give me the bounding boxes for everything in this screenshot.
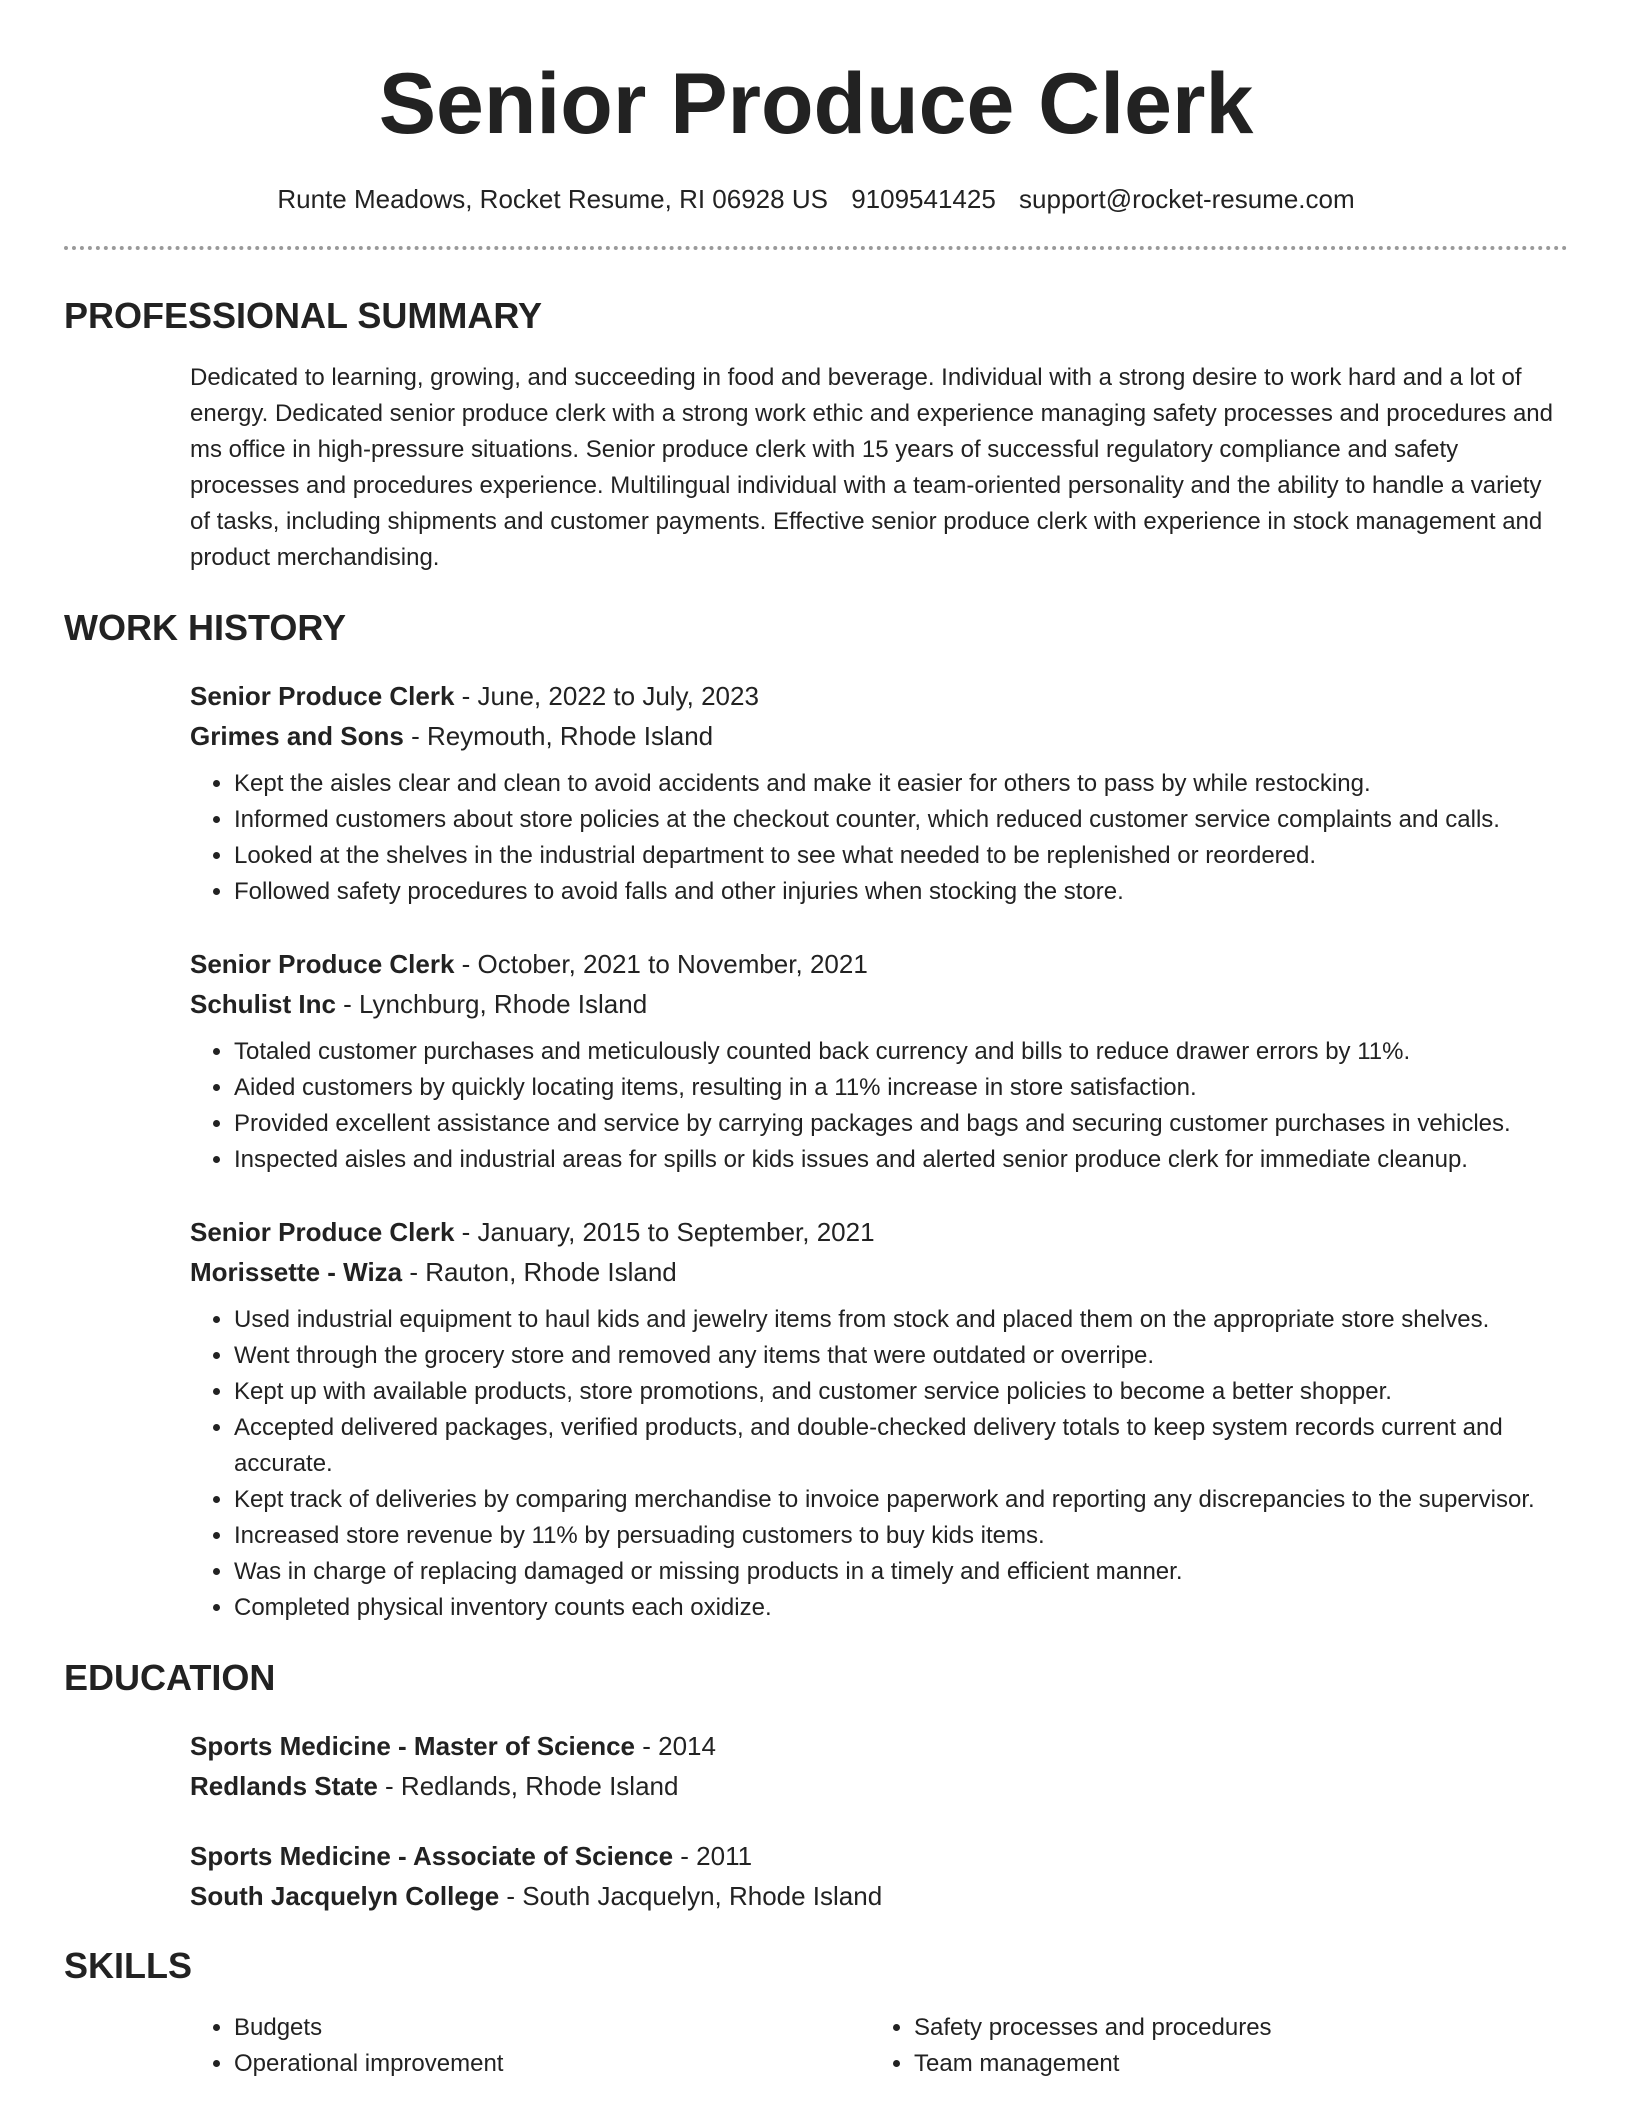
job-company: Grimes and Sons (190, 721, 404, 751)
job-company-line (190, 984, 1568, 1024)
school-location: - Redlands, Rhode Island (377, 1771, 679, 1801)
degree-year: - 2014 (635, 1731, 716, 1761)
school-line (190, 1876, 1568, 1916)
degree-line (190, 1836, 1568, 1876)
job-bullet: • Increased store revenue by 11% by persuading customers to buy kids items. (234, 1518, 1568, 1554)
skill-item: • Operational improvement (234, 2046, 870, 2082)
job-location: - Reymouth, Rhode Island (403, 721, 714, 751)
job-bullets (190, 1302, 1568, 1626)
degree: Sports Medicine - Associate of Science (190, 1841, 674, 1871)
degree-year: - 2011 (673, 1841, 753, 1871)
job-company-line (190, 716, 1568, 756)
job-bullet: • Provided excellent assistance and service by carrying packages and bags and securing customer purchases in vehicles. (234, 1106, 1568, 1142)
job-bullet: • Used industrial equipment to haul kids and jewelry items from stock and placed them on the appropriate store shelves. (234, 1302, 1568, 1338)
job-entry (190, 676, 1568, 910)
job-bullet: • Kept track of deliveries by comparing merchandise to invoice paperwork and reporting any discrepancies to the supervisor. (234, 1482, 1568, 1518)
job-bullet: • Aided customers by quickly locating items, resulting in a 11% increase in store satisfaction. (234, 1070, 1568, 1106)
job-location: - Lynchburg, Rhode Island (335, 989, 648, 1019)
job-entry (190, 1212, 1568, 1626)
job-bullet: • Accepted delivered packages, verified products, and double-checked delivery totals to keep system records current and accurate. (234, 1410, 1568, 1482)
education-list (190, 1726, 1568, 1916)
skills-column-right (870, 2010, 1550, 2082)
skill-item: • Team management (914, 2046, 1550, 2082)
work-history-list (190, 676, 1568, 1626)
skill-item: • Safety processes and procedures (914, 2010, 1550, 2046)
summary-text: Dedicated to learning, growing, and succeeding in food and beverage. Individual with a strong desire to work hard and a lot of energy. Dedicated senior produce clerk with a strong work ethic and experience managing safety processes and procedures and ms office in high-pressure situations. Senior produce clerk with 15 years of successful regulatory compliance and safety processes and procedures experience. Multilingual individual with a team-oriented personality and the ability to handle a variety of tasks, including shipments and customer payments. Effective senior produce clerk with experience in stock management and product merchandising. (190, 364, 1553, 571)
school-location: - South Jacquelyn, Rhode Island (499, 1881, 883, 1911)
job-bullet: • Informed customers about store policies at the checkout counter, which reduced customer service complaints and calls. (234, 802, 1568, 838)
job-title-line (190, 944, 1568, 984)
job-bullets (190, 766, 1568, 910)
contact-phone: 9109541425 (851, 184, 996, 214)
education-heading: EDUCATION (64, 1657, 276, 1698)
job-title: Senior Produce Clerk (190, 1217, 455, 1247)
job-company-line (190, 1252, 1568, 1292)
job-dates: - January, 2015 to September, 2021 (454, 1217, 875, 1247)
work-history-heading: WORK HISTORY (64, 607, 347, 648)
job-bullet: • Was in charge of replacing damaged or missing products in a timely and efficient manner. (234, 1554, 1568, 1590)
school: South Jacquelyn College (190, 1881, 500, 1911)
job-bullet: • Looked at the shelves in the industrial department to see what needed to be replenished or reordered. (234, 838, 1568, 874)
job-company: Morissette - Wiza (190, 1257, 403, 1287)
job-entry (190, 944, 1568, 1178)
skills-grid (190, 2010, 1568, 2082)
header-divider (64, 246, 1568, 250)
job-bullet: • Followed safety procedures to avoid falls and other injuries when stocking the store. (234, 874, 1568, 910)
school: Redlands State (190, 1771, 378, 1801)
degree-line (190, 1726, 1568, 1766)
job-dates: - October, 2021 to November, 2021 (454, 949, 868, 979)
education-entry (190, 1726, 1568, 1806)
contact-address: Runte Meadows, Rocket Resume, RI 06928 US (277, 184, 828, 214)
job-title-line (190, 676, 1568, 716)
skills-heading: SKILLS (64, 1945, 193, 1986)
contact-email: support@rocket-resume.com (1019, 184, 1355, 214)
job-bullets (190, 1034, 1568, 1178)
summary-heading: PROFESSIONAL SUMMARY (64, 295, 543, 336)
job-bullet: • Went through the grocery store and removed any items that were outdated or overripe. (234, 1338, 1568, 1374)
job-location: - Rauton, Rhode Island (402, 1257, 677, 1287)
job-company: Schulist Inc (190, 989, 336, 1019)
job-bullet: • Kept the aisles clear and clean to avoid accidents and make it easier for others to pass by while restocking. (234, 766, 1568, 802)
school-line (190, 1766, 1568, 1806)
job-title-line (190, 1212, 1568, 1252)
job-bullet: • Completed physical inventory counts each oxidize. (234, 1590, 1568, 1626)
skill-item: • Budgets (234, 2010, 870, 2046)
skills-column-left (190, 2010, 870, 2082)
job-dates: - June, 2022 to July, 2023 (454, 681, 759, 711)
job-title: Senior Produce Clerk (190, 681, 455, 711)
contact-line (64, 182, 1568, 216)
degree: Sports Medicine - Master of Science (190, 1731, 636, 1761)
job-title: Senior Produce Clerk (190, 949, 455, 979)
job-bullet: • Kept up with available products, store promotions, and customer service policies to become a better shopper. (234, 1374, 1568, 1410)
job-bullet: • Inspected aisles and industrial areas for spills or kids issues and alerted senior produce clerk for immediate cleanup. (234, 1142, 1568, 1178)
job-bullet: • Totaled customer purchases and meticulously counted back currency and bills to reduce drawer errors by 11%. (234, 1034, 1568, 1070)
education-entry (190, 1836, 1568, 1916)
resume-title: Senior Produce Clerk (378, 56, 1254, 152)
